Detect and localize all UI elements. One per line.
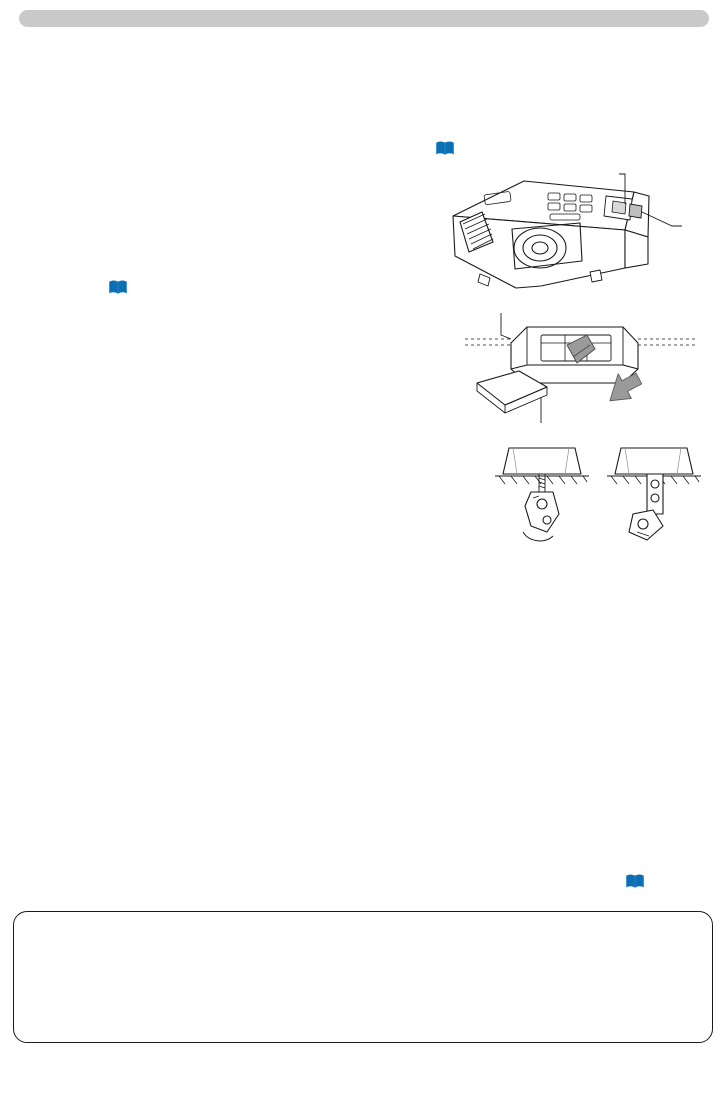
lamp-cover-illustration	[455, 305, 705, 440]
elevator-foot-right	[607, 448, 701, 540]
note-box	[13, 911, 713, 1043]
projector-illustration	[420, 168, 710, 303]
book-reference-icon	[435, 140, 455, 156]
book-reference-icon	[108, 279, 128, 295]
book-reference-icon	[625, 873, 645, 889]
page-header-bar	[19, 10, 709, 27]
elevator-foot-illustrations	[495, 440, 710, 575]
elevator-foot-left	[495, 448, 589, 541]
